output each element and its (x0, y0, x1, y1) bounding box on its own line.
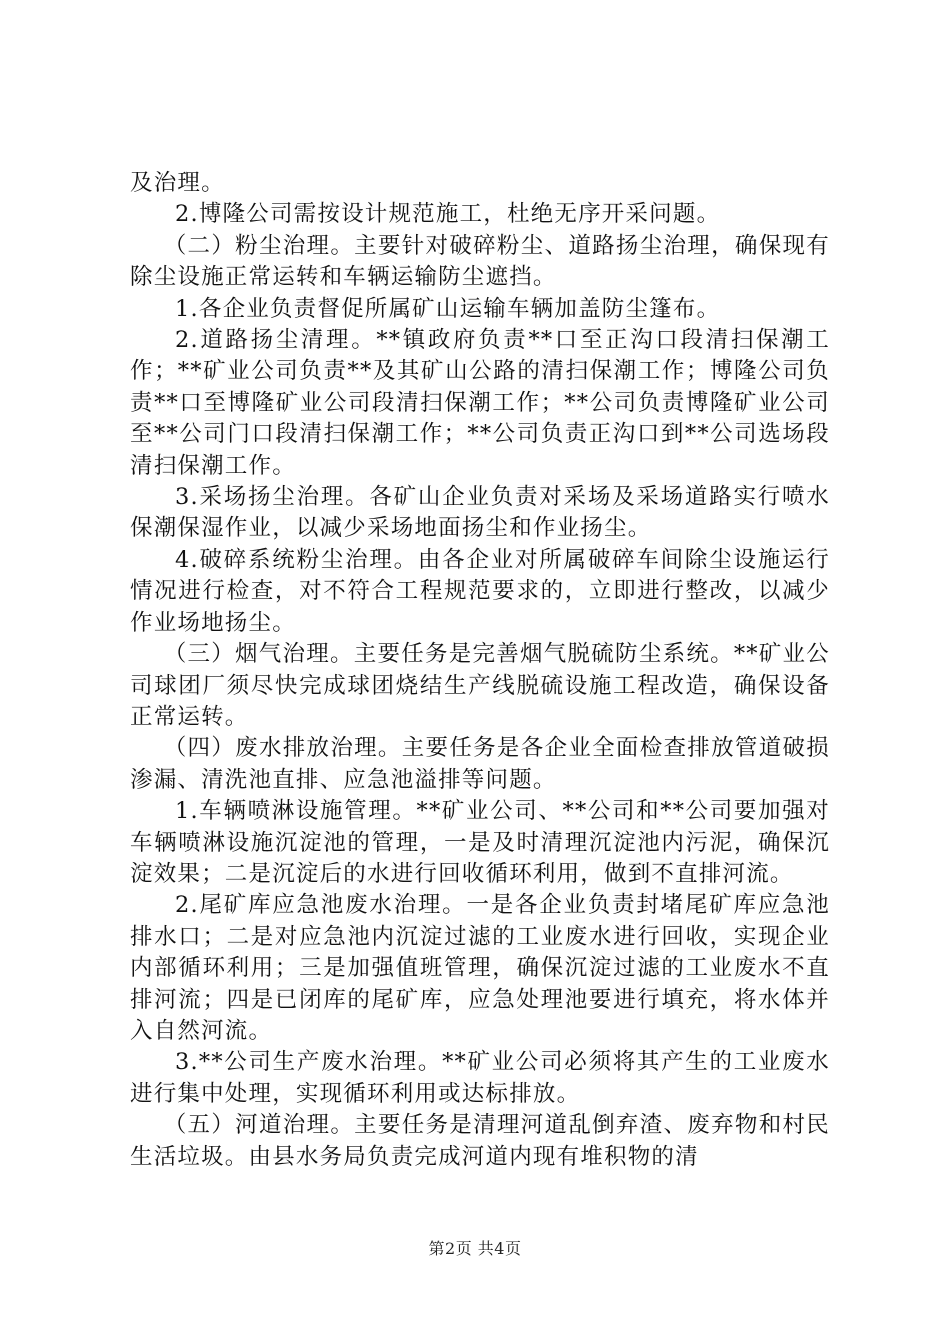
paragraph-4: 1.各企业负责督促所属矿山运输车辆加盖防尘篷布。 (175, 295, 721, 322)
paragraph-3: （二）粉尘治理。主要针对破碎粉尘、道路扬尘治理，确保现有除尘设施正常运转和车辆运输防尘遮挡。 (130, 232, 830, 291)
paragraph-5: 2.道路扬尘清理。**镇政府负责**口至正沟口段清扫保潮工作；**矿业公司负责**及其矿山公路的清扫保潮工作；博隆公司负责**口至博隆矿业公司段清扫保潮工作；**公司负责博隆矿业公司至**公司门口段清扫保潮工作；**公司负责正沟口到**公司选场段清扫保潮工作。 (130, 327, 830, 479)
paragraph-12: 3.**公司生产废水治理。**矿业公司必须将其产生的工业废水进行集中处理，实现循环利用或达标排放。 (130, 1049, 830, 1107)
paragraph-2: 2.博隆公司需按设计规范施工，杜绝无序开采问题。 (175, 201, 721, 228)
paragraph-1: 及治理。 (130, 170, 225, 196)
paragraph-9: （四）废水排放治理。主要任务是各企业全面检查排放管道破损渗漏、清洗池直排、应急池溢排等问题。 (130, 735, 830, 793)
page-number-label: 第2页 共4页 (428, 1239, 522, 1258)
document-body (130, 168, 830, 1173)
paragraph-6: 3.采场扬尘治理。各矿山企业负责对采场及采场道路实行喷水保潮保湿作业，以减少采场地面扬尘和作业扬尘。 (130, 484, 830, 542)
page-footer (0, 1236, 950, 1259)
paragraph-7: 4.破碎系统粉尘治理。由各企业对所属破碎车间除尘设施运行情况进行检查，对不符合工程规范要求的，立即进行整改，以减少作业场地扬尘。 (130, 546, 830, 636)
paragraph-8: （三）烟气治理。主要任务是完善烟气脱硫防尘系统。**矿业公司球团厂须尽快完成球团烧结生产线脱硫设施工程改造，确保设备正常运转。 (130, 641, 830, 730)
paragraph-10: 1.车辆喷淋设施管理。**矿业公司、**公司和**公司要加强对车辆喷淋设施沉淀池的管理，一是及时清理沉淀池内污泥，确保沉淀效果；二是沉淀后的水进行回收循环利用，做到不直排河流。 (130, 798, 830, 887)
paragraph-13: （五）河道治理。主要任务是清理河道乱倒弃渣、废弃物和村民生活垃圾。由县水务局负责完成河道内现有堆积物的清 (130, 1112, 830, 1170)
paragraph-11: 2.尾矿库应急池废水治理。一是各企业负责封堵尾矿库应急池排水口；二是对应急池内沉淀过滤的工业废水进行回收，实现企业内部循环利用；三是加强值班管理，确保沉淀过滤的工业废水不直排河流；四是已闭库的尾矿库，应急处理池要进行填充，将水体并入自然河流。 (130, 892, 830, 1044)
